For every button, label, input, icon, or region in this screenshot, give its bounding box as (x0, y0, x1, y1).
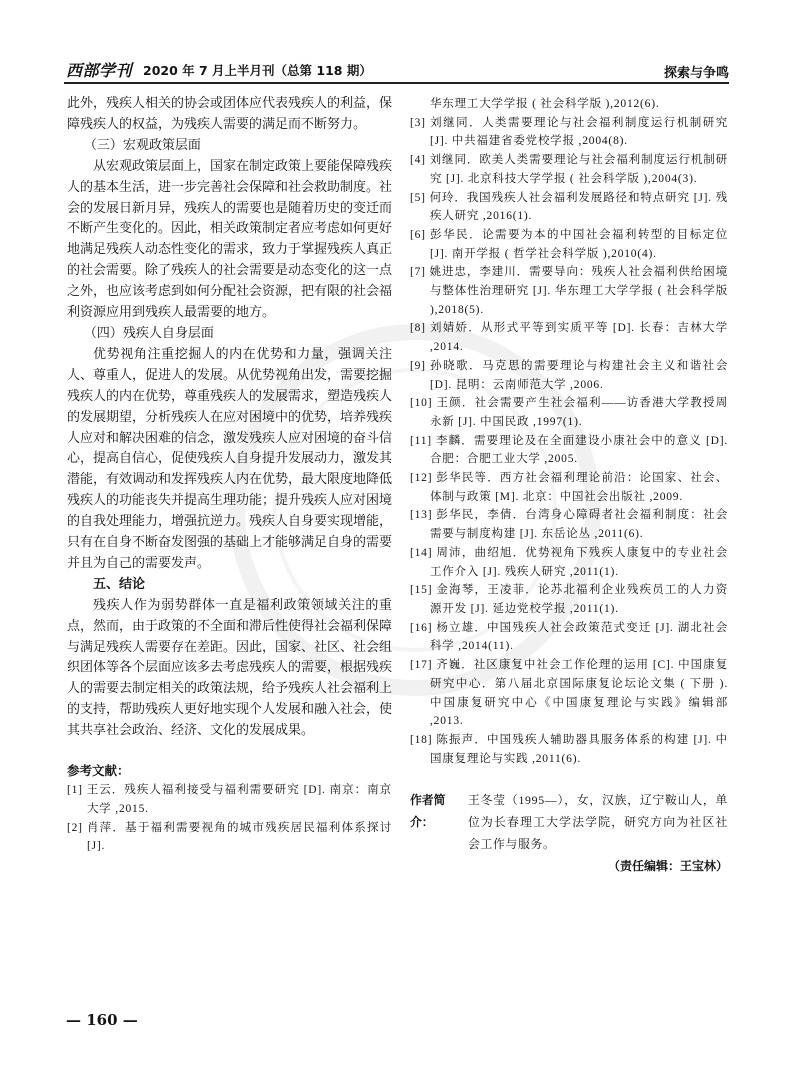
issue-info: 2020 年 7 月上半月刊（总第 118 期） (143, 63, 372, 78)
paragraph: 从宏观政策层面上，国家在制定政策上要能保障残疾人的基本生活，进一步完善社会保障和社会救助制度。社会的发展日新月异，残疾人的需要也是随着历史的变迁而不断产生变化的。因此，相关政策制定者应考虑如何更好地满足残疾人动态性变化的需求，致力于掌握残疾人真正的社会需要。除了残疾人的社会需要是动态变化的这一点之外，也应该考虑到如何分配社会资源，把有限的社会福利资源应用到残疾人最需要的地方。 (67, 158, 393, 321)
reference-item: [18] 陈振声．中国残疾人辅助器具服务体系的构建 [J]. 中国康复理论与实践 ,2011(6). (410, 733, 728, 765)
subsection-heading: （四）残疾人自身层面 (83, 325, 214, 341)
section-heading: 五、结论 (93, 576, 146, 592)
reference-item: [8] 刘婧娇．从形式平等到实质平等 [D]. 长春：吉林大学 ,2014. (410, 322, 728, 354)
reference-item: [10] 王颜．社会需要产生社会福利——访香港大学教授周永新 [J]. 中国民政 ,1997(1). (410, 397, 728, 428)
author-bio (410, 789, 728, 855)
reference-item: [15] 金海琴，王凌菲．论苏北福利企业残疾员工的人力资源开发 [J]. 延边党校学报 ,2011(1). (410, 584, 728, 615)
reference-item: [5] 何玲．我国残疾人社会福利发展路径和特点研究 [J]. 残疾人研究 ,2016(1). (410, 191, 728, 223)
paragraph: 此外，残疾人相关的协会或团体应代表残疾人的利益，保障残疾人的权益，为残疾人需要的满足而不断努力。 (67, 96, 393, 132)
paragraph: 残疾人作为弱势群体一直是福利政策领域关注的重点，然而，由于政策的不全面和滞后性使得社会福利保障与满足残疾人需要存在差距。因此，国家、社区、社会组织团体等各个层面应该多去考虑残疾人的需要，根据残疾人的需要去制定相关的政策法规，给予残疾人社会福利上的支持，帮助残疾人更好地实现个人发展和融入社会，使其共享社会政治、经济、文化的发展成果。 (67, 597, 393, 739)
references-title: 参考文献： (67, 763, 130, 779)
reference-item-continuation: 华东理工大学学报 ( 社会科学版 ),2012(6). (430, 98, 660, 110)
author-bio-label: 作者简介： (410, 793, 446, 830)
author-bio-text: 王冬莹（1995—），女，汉族，辽宁鞍山人，单位为长春理工大学法学院，研究方向为社区社会工作与服务。 (468, 793, 728, 852)
reference-item: [9] 孙晓歌．马克思的需要理论与构建社会主义和谐社会 [D]. 昆明：云南师范大学 ,2006. (410, 359, 728, 391)
reference-item: [14] 周沛，曲绍旭．优势视角下残疾人康复中的专业社会工作介入 [J]. 残疾人研究 ,2011(1). (410, 546, 728, 578)
right-column (410, 95, 728, 877)
reference-item: [2] 肖萍．基于福利需要视角的城市残疾居民福利体系探讨 [J]. (67, 821, 392, 853)
reference-item: [17] 齐巍．社区康复中社会工作伦理的运用 [C]. 中国康复研究中心．第八届北京国际康复论坛论文集 ( 下册 ). 中国康复研究中心《中国康复理论与实践》编辑部 ,2013. (410, 659, 728, 728)
reference-item: [7] 姚进忠，李建川．需要导向：残疾人社会福利供给困境与整体性治理研究 [J]. 华东理工大学学报 ( 社会科学版 ),2018(5). (410, 266, 728, 316)
reference-item: [16] 杨立雄．中国残疾人社会政策范式变迁 [J]. 湖北社会科学 ,2014(11). (410, 621, 728, 653)
reference-item: [4] 刘继同．欧美人类需要理论与社会福利制度运行机制研究 [J]. 北京科技大学学报 ( 社会科学版 ),2004(3). (410, 154, 728, 185)
reference-item: [6] 彭华民．论需要为本的中国社会福利转型的目标定位 [J]. 南开学报 ( 哲学社会科学版 ),2010(4). (410, 228, 728, 260)
column-title: 探索与争鸣 (663, 66, 729, 81)
paragraph: 优势视角注重挖掘人的内在优势和力量，强调关注人、尊重人，促进人的发展。从优势视角出发，需要挖掘残疾人的内在优势，尊重残疾人的发展需求，塑造残疾人的发展期望，分析残疾人在应对困境中的优势，培养残疾人应对和解决困难的信念，激发残疾人应对困境的奋斗信心，提高自信心，促使残疾人自身提升发展动力，激发其潜能，有效调动和发挥残疾人内在优势，最大限度地降低残疾人的功能丧失并提高生理功能；提升残疾人应对困境的自我处理能力，增强抗逆力。残疾人自身要实现增能，只有在自身不断奋发图强的基础上才能够满足自身的需要并且为自己的需要发声。 (67, 346, 393, 571)
page-number: — 160 — (66, 1011, 138, 1029)
reference-item: [11] 李麟．需要理论及在全面建设小康社会中的意义 [D]. 合肥：合肥工业大学 ,2005. (410, 434, 728, 466)
reference-item: [13] 彭华民，李倩．台湾身心障碍者社会福利制度：社会需要与制度构建 [J]. 东岳论丛 ,2011(6). (410, 509, 728, 541)
header-rule (64, 82, 729, 84)
editor-note: （责任编辑：王宝林） (607, 859, 728, 874)
left-column (67, 94, 392, 856)
reference-item: [12] 彭华民等．西方社会福利理论前沿：论国家、社会、体制与政策 [M]. 北京：中国社会出版社 ,2009. (410, 472, 728, 503)
subsection-heading: （三）宏观政策层面 (83, 137, 201, 153)
reference-item: [1] 王云．残疾人福利接受与福利需要研究 [D]. 南京：南京大学 ,2015. (67, 784, 392, 815)
journal-logo: 西部学刊 (66, 61, 133, 80)
reference-item: [3] 刘继同．人类需要理论与社会福利制度运行机制研究 [J]. 中共福建省委党校学报 ,2004(8). (410, 116, 728, 148)
